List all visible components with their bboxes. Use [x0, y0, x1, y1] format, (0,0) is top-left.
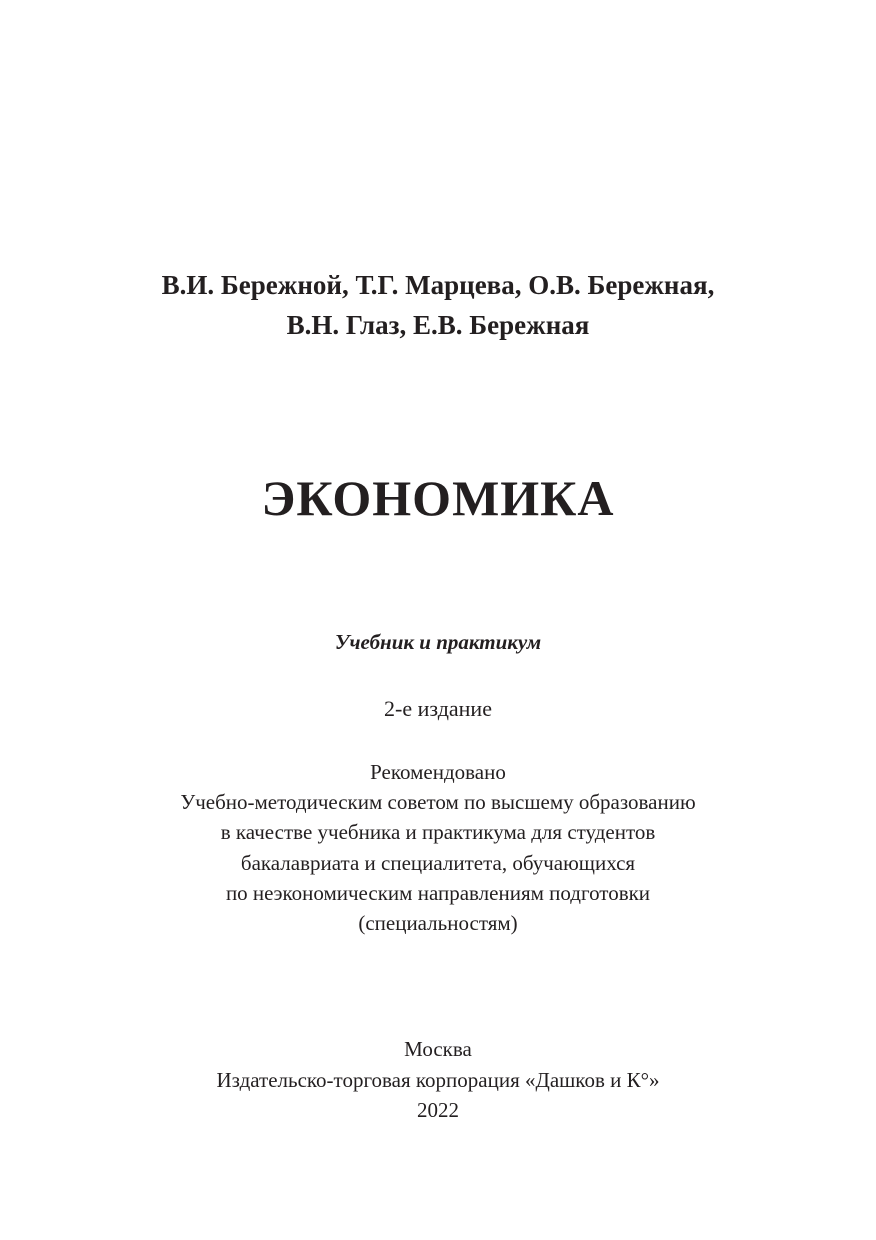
recommendation-block: [0, 757, 876, 938]
recommendation-line: Учебно-методическим советом по высшему образованию: [180, 790, 696, 815]
recommendation-line: по неэкономическим направлениям подготовки: [225, 880, 651, 905]
book-title: ЭКОНОМИКА: [261, 470, 615, 526]
authors-line-2: В.Н. Глаз, Е.В. Бережная: [286, 310, 590, 340]
book-subtitle: Учебник и практикум: [334, 630, 542, 654]
imprint-block: [0, 1034, 876, 1126]
recommendation-line: бакалавриата и специалитета, обучающихся: [240, 850, 636, 875]
edition-note: 2-е издание: [384, 696, 492, 721]
authors-line-1: В.И. Бережной, Т.Г. Марцева, О.В. Бережная,: [161, 270, 715, 300]
imprint-city: Москва: [404, 1037, 472, 1061]
recommendation-line: (специальностям): [358, 911, 518, 936]
imprint-publisher: Издательско-торговая корпорация «Дашков и К°»: [216, 1067, 660, 1092]
imprint-year: 2022: [417, 1098, 459, 1122]
recommendation-line: Рекомендовано: [370, 760, 506, 784]
recommendation-line: в качестве учебника и практикума для студентов: [220, 820, 656, 845]
